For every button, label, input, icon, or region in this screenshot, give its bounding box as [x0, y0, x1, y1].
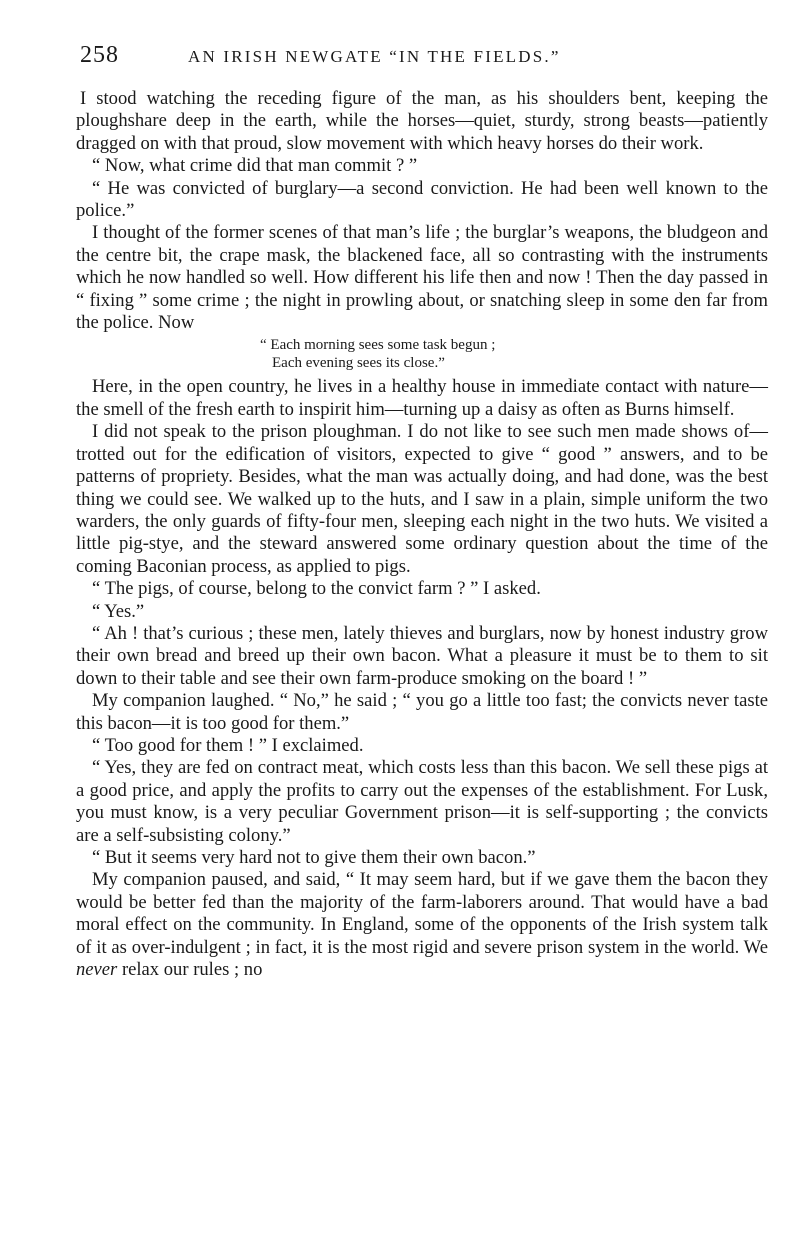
paragraph: “ Yes, they are fed on contract meat, which costs less than this bacon. We sell these pigs at a good price, and apply the profits to carry out the expenses of the establishment. For Lusk, you must know, is a very peculiar Government prison—it is self-supporting ; the convicts are a self-subsisting colony.”: [76, 757, 768, 846]
paragraph-last: [76, 869, 768, 981]
paragraph: “ But it seems very hard not to give them their own bacon.”: [92, 847, 536, 868]
page-number: 258: [80, 42, 119, 68]
verse-line: Each evening sees its close.”: [272, 355, 445, 372]
paragraph: “ He was convicted of burglary—a second conviction. He had been well known to the police.”: [76, 177, 768, 222]
verse-quotation: [260, 336, 768, 372]
paragraph: “ Now, what crime did that man commit ? ”: [92, 155, 418, 177]
paragraph: “ Ah ! that’s curious ; these men, lately thieves and burglars, now by honest industry grow their own bread and breed up their own bacon. What a pleasure it must be to them to sit down to their table and see their own farm-produce smoking on the board ! ”: [76, 622, 768, 689]
paragraph: I did not speak to the prison ploughman. I do not like to see such men made shows of—trotted out for the edification of visitors, expected to give “ good ” answers, and to be patterns of propriety. Besides, what the man was actually doing, and had done, was the best thing we could see. We walked up to the huts, and I saw in a plain, simple uniform the two warders, the only guards of fifty-four men, sleeping each night in the two huts. We visited a little pig-stye, and the steward answered some ordinary question about the time of the coming Baconian process, as applied to pigs.: [76, 421, 768, 577]
body-text: [76, 88, 768, 981]
paragraph: My companion laughed. “ No,” he said ; “ you go a little too fast; the convicts never taste this bacon—it is too good for them.”: [76, 690, 768, 734]
running-title: AN IRISH NEWGATE “IN THE FIELDS.”: [188, 47, 561, 66]
verse-line: “ Each morning sees some task begun ;: [260, 337, 496, 354]
paragraph: “ The pigs, of course, belong to the convict farm ? ” I asked.: [92, 578, 541, 600]
italic-emphasis: never: [76, 959, 118, 981]
text-run: relax our rules ; no: [117, 959, 263, 981]
paragraph: I stood watching the receding figure of the man, as his shoulders bent, keeping the ploughshare deep in the earth, while the horses—quiet, sturdy, strong beasts—patiently dragged on with that proud, slow movement with which heavy horses do their work.: [76, 88, 768, 154]
paragraph: Here, in the open country, he lives in a healthy house in immediate contact with nature—the smell of the fresh earth to inspirit him—turning up a daisy as often as Burns himself.: [76, 376, 768, 420]
paragraph: I thought of the former scenes of that man’s life ; the burglar’s weapons, the bludgeon and the centre bit, the crape mask, the blackened face, all so contrasting with the instruments which he now handled so well. How different his life then and now ! Then the day passed in “ fixing ” some crime ; the night in prowling about, or snatching sleep in some den far from the police. Now: [76, 222, 768, 334]
text-run: My companion paused, and said, “ It may seem hard, but if we gave them the bacon they would be better fed than the majority of the farm-laborers around. That would have a bad moral effect on the community. In England, some of the opponents of the Irish system talk of it as over-indulgent ; in fact, it is the most rigid and severe prison system in the world. We: [76, 869, 768, 958]
page-header: [80, 42, 770, 72]
paragraph: “ Too good for them ! ” I exclaimed.: [92, 734, 364, 756]
paragraph: “ Yes.”: [92, 600, 145, 622]
